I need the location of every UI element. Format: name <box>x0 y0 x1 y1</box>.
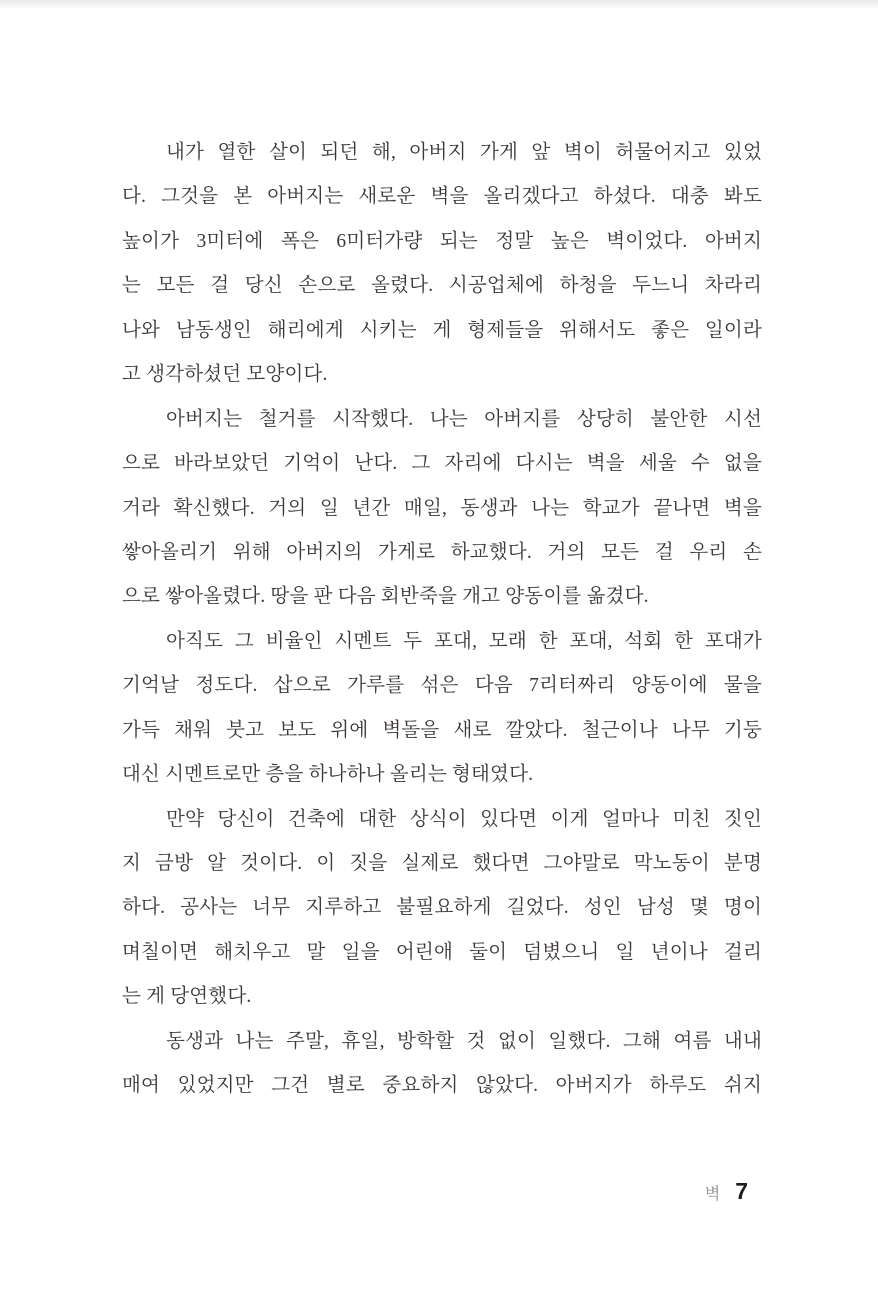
text-line: 대신 시멘트로만 층을 하나하나 올리는 형태였다. <box>122 764 534 786</box>
text-line: 높이가 3미터에 폭은 6미터가량 되는 정말 높은 벽이었다. 아버지 <box>122 230 762 252</box>
page-number: 7 <box>735 1178 748 1204</box>
text-line: 내가 열한 살이 되던 해, 아버지 가게 앞 벽이 허물어지고 있었 <box>166 142 762 163</box>
text-line: 는 모든 걸 당신 손으로 올렸다. 시공업체에 하청을 두느니 차라리 <box>122 275 762 297</box>
text-line: 으로 바라보았던 기억이 난다. 그 자리에 다시는 벽을 세울 수 없을 <box>122 453 762 475</box>
text-line: 으로 쌓아올렸다. 땅을 판 다음 회반죽을 개고 양동이를 옮겼다. <box>122 586 649 608</box>
page-top-edge <box>0 0 878 9</box>
text-line: 아직도 그 비율인 시멘트 두 포대, 모래 한 포대, 석회 한 포대가 <box>166 630 762 652</box>
page-footer <box>705 1178 748 1205</box>
running-chapter-title: 벽 <box>704 1186 722 1203</box>
text-line: 며칠이면 해치우고 말 일을 어린애 둘이 덤볐으니 일 년이나 걸리 <box>122 941 762 963</box>
text-line: 쌓아올리기 위해 아버지의 가게로 하교했다. 거의 모든 걸 우리 손 <box>122 541 762 563</box>
text-line: 고 생각하셨던 모양이다. <box>122 364 328 386</box>
text-line: 지 금방 알 것이다. 이 짓을 실제로 했다면 그야말로 막노동이 분명 <box>122 853 762 874</box>
text-line: 다. 그것을 본 아버지는 새로운 벽을 올리겠다고 하셨다. 대충 봐도 <box>122 186 762 208</box>
text-line: 거라 확신했다. 거의 일 년간 매일, 동생과 나는 학교가 끝나면 벽을 <box>122 497 762 519</box>
text-line: 가득 채워 붓고 보도 위에 벽돌을 새로 깔았다. 철근이나 나무 기둥 <box>122 719 762 741</box>
text-line: 는 게 당연했다. <box>122 986 252 1008</box>
text-line: 기억날 정도다. 삽으로 가루를 섞은 다음 7리터짜리 양동이에 물을 <box>122 675 762 697</box>
body-text <box>122 131 762 1109</box>
text-line: 아버지는 철거를 시작했다. 나는 아버지를 상당히 불안한 시선 <box>166 408 762 430</box>
text-line: 만약 당신이 건축에 대한 상식이 있다면 이게 얼마나 미친 짓인 <box>166 808 762 830</box>
text-line: 매여 있었지만 그건 별로 중요하지 않았다. 아버지가 하루도 쉬지 <box>122 1075 762 1097</box>
text-line: 동생과 나는 주말, 휴일, 방학할 것 없이 일했다. 그해 여름 내내 <box>166 1030 762 1052</box>
text-line: 나와 남동생인 해리에게 시키는 게 형제들을 위해서도 좋은 일이라 <box>122 319 762 341</box>
text-line: 하다. 공사는 너무 지루하고 불필요하게 길었다. 성인 남성 몇 명이 <box>122 897 762 919</box>
